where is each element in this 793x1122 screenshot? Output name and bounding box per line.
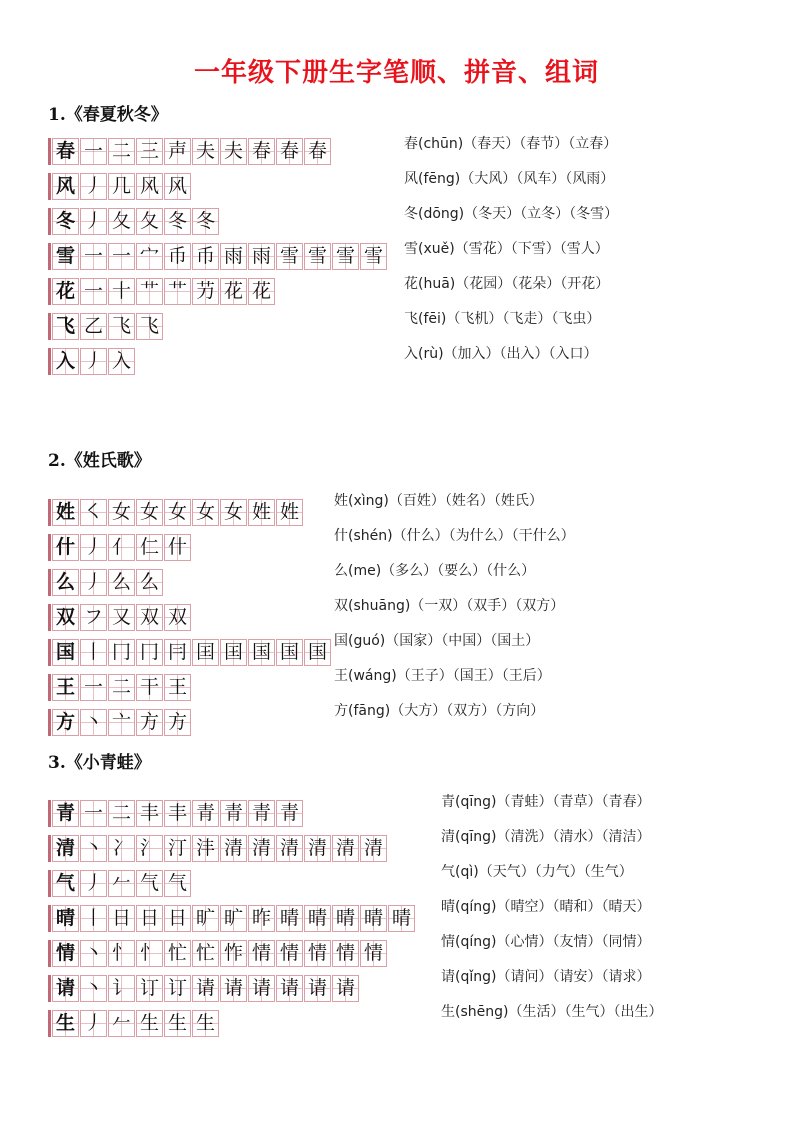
stroke-cell: 二 [108, 674, 135, 701]
stroke-cell: 丰 [136, 800, 163, 827]
stroke-cell: 旷 [220, 905, 247, 932]
row-marker [48, 674, 51, 701]
stroke-cell: 讠 [108, 975, 135, 1002]
stroke-cell: 旷 [192, 905, 219, 932]
word-line: 王(wáng)（王子）（国王）（王后） [334, 668, 551, 684]
row-marker [48, 534, 51, 561]
stroke-cell: 囯 [220, 639, 247, 666]
stroke-cell: 丶 [80, 975, 107, 1002]
stroke-cell: 仁 [136, 534, 163, 561]
stroke-cell: 丿 [80, 173, 107, 200]
stroke-cell: 夂 [108, 208, 135, 235]
stroke-cell: フ [80, 604, 107, 631]
stroke-cell: 情 [332, 940, 359, 967]
row-marker [48, 243, 51, 270]
row-marker [48, 208, 51, 235]
stroke-grid-3 [48, 800, 416, 1045]
stroke-cell: 么 [108, 569, 135, 596]
stroke-cell: 又 [108, 604, 135, 631]
character-cell: 气 [52, 870, 79, 897]
stroke-cell: 青 [192, 800, 219, 827]
stroke-row [48, 639, 332, 667]
word-line: 请(qǐng)（请问）（请安）（请求） [441, 969, 651, 985]
stroke-cell: 花 [248, 278, 275, 305]
stroke-cell: 丨 [80, 639, 107, 666]
stroke-row [48, 534, 332, 562]
word-line: 冬(dōng)（冬天）（立冬）（冬雪） [404, 206, 619, 222]
stroke-row [48, 905, 416, 933]
stroke-cell: 方 [164, 709, 191, 736]
row-marker [48, 348, 51, 375]
stroke-cell: 晴 [304, 905, 331, 932]
stroke-cell: 么 [136, 569, 163, 596]
stroke-cell: 请 [220, 975, 247, 1002]
row-marker [48, 975, 51, 1002]
character-cell: 么 [52, 569, 79, 596]
stroke-cell: 丰 [164, 800, 191, 827]
stroke-cell: 飞 [108, 313, 135, 340]
word-list-1 [404, 130, 618, 375]
stroke-cell: 忄 [108, 940, 135, 967]
stroke-cell: 丿 [80, 870, 107, 897]
character-cell: 情 [52, 940, 79, 967]
word-line: 入(rù)（加入）（出入）（入口） [404, 346, 598, 362]
stroke-cell: 夫 [220, 138, 247, 165]
character-cell: 双 [52, 604, 79, 631]
stroke-cell: 氵 [136, 835, 163, 862]
stroke-cell: 姓 [276, 499, 303, 526]
stroke-cell: 风 [136, 173, 163, 200]
stroke-cell: 春 [276, 138, 303, 165]
stroke-cell: 丿 [80, 534, 107, 561]
stroke-cell: 方 [136, 709, 163, 736]
stroke-cell: 丿 [80, 1010, 107, 1037]
stroke-row [48, 709, 332, 737]
stroke-cell: 雨 [220, 243, 247, 270]
stroke-cell: 𠂉 [108, 870, 135, 897]
stroke-cell: 冬 [164, 208, 191, 235]
stroke-cell: 艹 [164, 278, 191, 305]
stroke-cell: 丿 [80, 208, 107, 235]
stroke-cell: 宀 [136, 243, 163, 270]
word-line: 晴(qíng)（晴空）（晴和）（晴天） [441, 899, 651, 915]
stroke-cell: 日 [108, 905, 135, 932]
stroke-grid-2 [48, 499, 332, 744]
stroke-cell: 雪 [332, 243, 359, 270]
stroke-cell: 亻 [108, 534, 135, 561]
stroke-cell: 十 [108, 278, 135, 305]
stroke-cell: 清 [360, 835, 387, 862]
stroke-cell: 春 [304, 138, 331, 165]
stroke-row [48, 975, 416, 1003]
stroke-cell: 气 [164, 870, 191, 897]
stroke-cell: 雨 [248, 243, 275, 270]
stroke-cell: 冫 [108, 835, 135, 862]
stroke-cell: 日 [164, 905, 191, 932]
stroke-cell: 晴 [276, 905, 303, 932]
row-marker [48, 940, 51, 967]
stroke-cell: 币 [192, 243, 219, 270]
stroke-cell: 订 [164, 975, 191, 1002]
stroke-cell: 晴 [360, 905, 387, 932]
word-line: 生(shēng)（生活）（生气）（出生） [441, 1004, 663, 1020]
stroke-cell: 二 [108, 138, 135, 165]
stroke-cell: 女 [220, 499, 247, 526]
character-cell: 青 [52, 800, 79, 827]
stroke-cell: 雪 [304, 243, 331, 270]
stroke-cell: 女 [164, 499, 191, 526]
word-line: 青(qīng)（青蛙）（青草）（青春） [441, 794, 651, 810]
word-line: 么(me)（多么）（要么）（什么） [334, 563, 536, 579]
character-cell: 花 [52, 278, 79, 305]
row-marker [48, 173, 51, 200]
stroke-cell: 一 [80, 800, 107, 827]
section-heading-1: 1.《春夏秋冬》 [48, 105, 168, 125]
stroke-cell: 夂 [136, 208, 163, 235]
stroke-cell: 什 [164, 534, 191, 561]
stroke-cell: 情 [248, 940, 275, 967]
stroke-cell: 情 [304, 940, 331, 967]
row-marker [48, 870, 51, 897]
stroke-cell: 丶 [80, 709, 107, 736]
row-marker [48, 835, 51, 862]
stroke-row [48, 835, 416, 863]
row-marker [48, 800, 51, 827]
stroke-cell: 声 [164, 138, 191, 165]
stroke-row [48, 313, 388, 341]
word-line: 姓(xìng)（百姓）（姓名）（姓氏） [334, 493, 543, 509]
stroke-cell: 情 [276, 940, 303, 967]
stroke-cell: 二 [108, 800, 135, 827]
stroke-cell: 晴 [388, 905, 415, 932]
stroke-cell: 清 [276, 835, 303, 862]
stroke-cell: 囯 [192, 639, 219, 666]
stroke-cell: 国 [276, 639, 303, 666]
stroke-row [48, 278, 388, 306]
row-marker [48, 278, 51, 305]
stroke-cell: 清 [248, 835, 275, 862]
word-list-3 [441, 788, 662, 1033]
stroke-cell: 丨 [80, 905, 107, 932]
stroke-cell: 雪 [276, 243, 303, 270]
word-line: 什(shén)（什么）（为什么）（干什么） [334, 528, 575, 544]
stroke-cell: 芀 [192, 278, 219, 305]
word-line: 雪(xuě)（雪花）（下雪）（雪人） [404, 241, 609, 257]
stroke-cell: 女 [108, 499, 135, 526]
character-cell: 冬 [52, 208, 79, 235]
stroke-cell: ㇛ [80, 499, 107, 526]
word-line: 情(qíng)（心情）（友情）（同情） [441, 934, 651, 950]
stroke-cell: 清 [332, 835, 359, 862]
stroke-cell: 青 [276, 800, 303, 827]
character-cell: 飞 [52, 313, 79, 340]
stroke-cell: 一 [108, 243, 135, 270]
stroke-cell: 女 [192, 499, 219, 526]
stroke-cell: 乙 [80, 313, 107, 340]
stroke-row [48, 674, 332, 702]
stroke-cell: 请 [248, 975, 275, 1002]
word-line: 飞(fēi)（飞机）（飞走）（飞虫） [404, 311, 601, 327]
stroke-cell: 一 [80, 674, 107, 701]
stroke-row [48, 208, 388, 236]
stroke-cell: 忙 [192, 940, 219, 967]
stroke-cell: 一 [80, 138, 107, 165]
stroke-row [48, 173, 388, 201]
stroke-row [48, 499, 332, 527]
section-heading-3: 3.《小青蛙》 [48, 753, 151, 773]
stroke-row [48, 1010, 416, 1038]
stroke-cell: 订 [136, 975, 163, 1002]
page-title: 一年级下册生字笔顺、拼音、组词 [193, 58, 599, 88]
stroke-cell: 双 [136, 604, 163, 631]
stroke-row [48, 870, 416, 898]
stroke-cell: 昨 [248, 905, 275, 932]
character-cell: 王 [52, 674, 79, 701]
character-cell: 入 [52, 348, 79, 375]
stroke-cell: 忙 [164, 940, 191, 967]
word-line: 清(qīng)（清洗）（清水）（清洁） [441, 829, 651, 845]
stroke-cell: 一 [80, 243, 107, 270]
word-line: 国(guó)（国家）（中国）（国土） [334, 633, 540, 649]
word-line: 气(qì)（天气）（力气）（生气） [441, 864, 633, 880]
stroke-cell: 冂 [136, 639, 163, 666]
stroke-cell: 国 [248, 639, 275, 666]
stroke-cell: 生 [136, 1010, 163, 1037]
stroke-cell: 青 [248, 800, 275, 827]
stroke-cell: 清 [304, 835, 331, 862]
row-marker [48, 639, 51, 666]
character-cell: 什 [52, 534, 79, 561]
stroke-row [48, 800, 416, 828]
stroke-cell: 汀 [164, 835, 191, 862]
character-cell: 雪 [52, 243, 79, 270]
stroke-cell: 生 [164, 1010, 191, 1037]
word-line: 方(fāng)（大方）（双方）（方向） [334, 703, 545, 719]
word-line: 双(shuāng)（一双）（双手）（双方） [334, 598, 565, 614]
stroke-cell: 丶 [80, 835, 107, 862]
stroke-cell: 干 [136, 674, 163, 701]
stroke-row [48, 940, 416, 968]
row-marker [48, 905, 51, 932]
stroke-cell: 飞 [136, 313, 163, 340]
character-cell: 姓 [52, 499, 79, 526]
stroke-cell: 双 [164, 604, 191, 631]
stroke-cell: 几 [108, 173, 135, 200]
character-cell: 风 [52, 173, 79, 200]
stroke-cell: 冬 [192, 208, 219, 235]
stroke-cell: 国 [304, 639, 331, 666]
stroke-cell: 请 [276, 975, 303, 1002]
stroke-cell: 清 [220, 835, 247, 862]
stroke-row [48, 138, 388, 166]
stroke-cell: 情 [360, 940, 387, 967]
character-cell: 生 [52, 1010, 79, 1037]
section-heading-2: 2.《姓氏歌》 [48, 451, 151, 471]
character-cell: 春 [52, 138, 79, 165]
stroke-cell: 沣 [192, 835, 219, 862]
stroke-cell: 入 [108, 348, 135, 375]
stroke-cell: 忄 [136, 940, 163, 967]
row-marker [48, 569, 51, 596]
word-line: 花(huā)（花园）（花朵）（开花） [404, 276, 610, 292]
stroke-cell: 请 [192, 975, 219, 1002]
stroke-cell: 青 [220, 800, 247, 827]
stroke-cell: 夫 [192, 138, 219, 165]
row-marker [48, 138, 51, 165]
stroke-cell: 冂 [108, 639, 135, 666]
stroke-cell: 生 [192, 1010, 219, 1037]
stroke-row [48, 569, 332, 597]
stroke-row [48, 243, 388, 271]
character-cell: 方 [52, 709, 79, 736]
stroke-cell: 春 [248, 138, 275, 165]
stroke-cell: 丶 [80, 940, 107, 967]
stroke-cell: 请 [332, 975, 359, 1002]
stroke-row [48, 604, 332, 632]
stroke-cell: 冃 [164, 639, 191, 666]
stroke-cell: 日 [136, 905, 163, 932]
row-marker [48, 1010, 51, 1037]
stroke-grid-1 [48, 138, 388, 383]
word-list-2 [334, 487, 575, 732]
stroke-cell: 姓 [248, 499, 275, 526]
stroke-cell: 王 [164, 674, 191, 701]
character-cell: 国 [52, 639, 79, 666]
stroke-cell: 怍 [220, 940, 247, 967]
stroke-cell: 一 [80, 278, 107, 305]
stroke-cell: 丿 [80, 348, 107, 375]
character-cell: 清 [52, 835, 79, 862]
stroke-cell: 𠂉 [108, 1010, 135, 1037]
stroke-cell: 女 [136, 499, 163, 526]
row-marker [48, 499, 51, 526]
row-marker [48, 709, 51, 736]
character-cell: 晴 [52, 905, 79, 932]
character-cell: 请 [52, 975, 79, 1002]
word-line: 风(fēng)（大风）（风车）（风雨） [404, 171, 615, 187]
stroke-cell: 晴 [332, 905, 359, 932]
stroke-cell: 花 [220, 278, 247, 305]
stroke-cell: 风 [164, 173, 191, 200]
row-marker [48, 313, 51, 340]
stroke-cell: 气 [136, 870, 163, 897]
stroke-cell: 币 [164, 243, 191, 270]
stroke-cell: 雪 [360, 243, 387, 270]
stroke-row [48, 348, 388, 376]
stroke-cell: 三 [136, 138, 163, 165]
stroke-cell: 请 [304, 975, 331, 1002]
stroke-cell: 亠 [108, 709, 135, 736]
stroke-cell: 丿 [80, 569, 107, 596]
row-marker [48, 604, 51, 631]
word-line: 春(chūn)（春天）（春节）（立春） [404, 136, 618, 152]
stroke-cell: 艹 [136, 278, 163, 305]
